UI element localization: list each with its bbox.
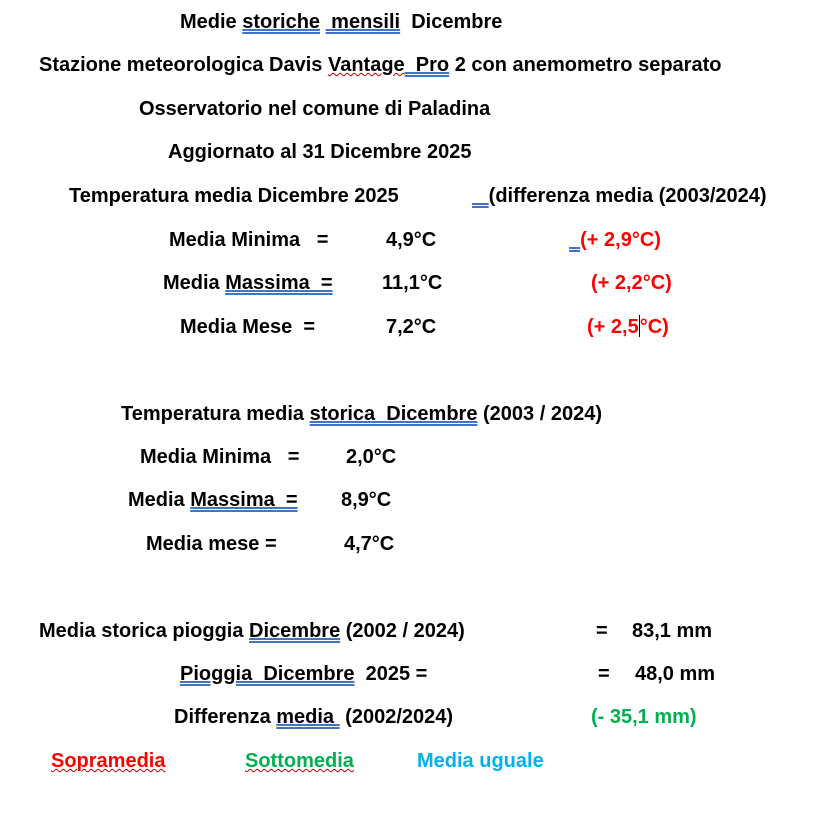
title-text: Medie — [180, 11, 243, 33]
historical-mese-label: Media mese = — [146, 533, 277, 555]
rain-historical-eq: = — [596, 620, 608, 642]
historical-temp-title: Temperatura media storica Dicembre (2003 / 2024) — [121, 403, 602, 425]
updated-line: Aggiornato al 31 Dicembre 2025 — [168, 141, 472, 163]
title-line — [180, 10, 502, 34]
station-text: 2 con anemometro separato — [449, 54, 722, 76]
station-text: Pro — [404, 54, 450, 76]
current-mese-value: 7,2°C — [386, 316, 437, 338]
current-min-value: 4,9°C — [386, 229, 437, 251]
station-line — [39, 53, 721, 77]
historical-max-label: Media Massima = — [128, 489, 298, 511]
title-text: Dicembre — [400, 11, 503, 33]
legend-below: Sottomedia — [245, 750, 354, 772]
historical-min-value: 2,0°C — [346, 446, 397, 468]
rain-current-eq: = — [598, 663, 610, 685]
rain-historical-value: 83,1 mm — [632, 620, 713, 642]
station-text: Vantage — [327, 54, 405, 76]
current-max-value: 11,1°C — [382, 272, 443, 294]
historical-min-label: Media Minima = — [140, 446, 300, 468]
rain-current-value: 48,0 mm — [635, 663, 716, 685]
historical-mese-value: 4,7°C — [344, 533, 395, 555]
current-max-label: Media Massima = — [163, 272, 333, 294]
current-max-diff: (+ 2,2°C) — [591, 272, 672, 294]
current-temp-title: Temperatura media Dicembre 2025 — [69, 185, 399, 207]
station-text: Stazione meteorologica Davis — [39, 54, 328, 76]
current-diff-title: (differenza media (2003/2024) — [488, 185, 767, 207]
current-min-label: Media Minima = — [169, 229, 329, 251]
legend-above: Sopramedia — [51, 750, 166, 772]
current-mese-label: Media Mese = — [180, 316, 316, 338]
title-text: mensili — [325, 11, 401, 33]
legend-equal: Media uguale — [417, 750, 544, 772]
rain-diff-value: (- 35,1 mm) — [591, 706, 697, 728]
rain-historical-label: Media storica pioggia Dicembre (2002 / 2024) — [39, 620, 465, 642]
rain-diff-label: Differenza media (2002/2024) — [174, 706, 454, 728]
title-text: storiche — [242, 11, 321, 33]
current-mese-diff: (+ 2,5°C) — [587, 316, 669, 338]
rain-current-label: Pioggia Dicembre 2025 = — [180, 663, 428, 685]
current-min-diff: (+ 2,9°C) — [580, 229, 661, 251]
observatory-line: Osservatorio nel comune di Paladina — [139, 98, 491, 120]
historical-max-value: 8,9°C — [341, 489, 392, 511]
